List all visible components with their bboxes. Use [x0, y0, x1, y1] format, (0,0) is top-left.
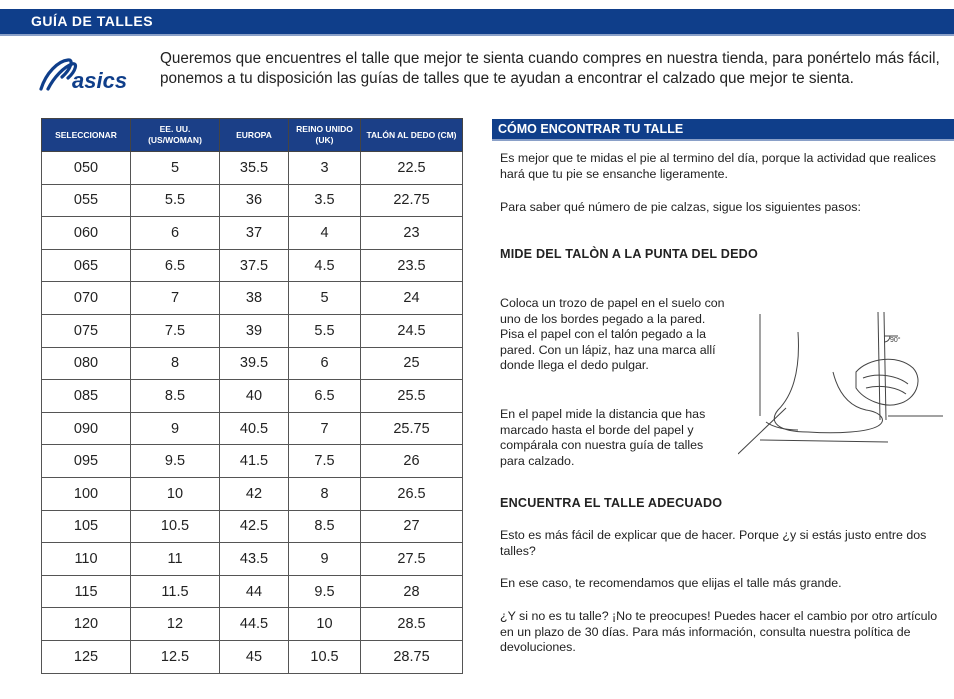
- cell-select[interactable]: 065: [42, 249, 131, 282]
- page-title: GUÍA DE TALLES: [31, 13, 154, 29]
- cell-cm: 22.5: [361, 152, 463, 185]
- find-size-paragraph-2: En ese caso, te recomendamos que elijas el talle más grande.: [500, 576, 842, 590]
- cell-select[interactable]: 095: [42, 445, 131, 478]
- header-uk: REINO UNIDO (UK): [289, 119, 361, 152]
- cell-select[interactable]: 050: [42, 152, 131, 185]
- table-row[interactable]: [42, 380, 463, 413]
- cell-uk: 8: [289, 477, 361, 510]
- cell-select[interactable]: 110: [42, 543, 131, 576]
- cell-uk: 7: [289, 412, 361, 445]
- cell-europe: 35.5: [220, 152, 289, 185]
- cell-europe: 42: [220, 477, 289, 510]
- cell-uk: 9.5: [289, 575, 361, 608]
- cell-select[interactable]: 060: [42, 217, 131, 250]
- table-row[interactable]: [42, 217, 463, 250]
- cell-europe: 36: [220, 184, 289, 217]
- table-row[interactable]: [42, 314, 463, 347]
- header-us: EE. UU. (US/WOMAN): [131, 119, 220, 152]
- foot-measure-illustration: [738, 292, 948, 462]
- cell-select[interactable]: 115: [42, 575, 131, 608]
- intro-text: Queremos que encuentres el talle que mejor te sienta cuando compres en nuestra tienda, para ponértelo más fácil, ponemos a tu disposición las guías de talles que te ayudan a encontrar el calzado que mejor te sienta.: [160, 50, 940, 87]
- size-table: [41, 118, 463, 674]
- cell-cm: 24: [361, 282, 463, 315]
- table-row[interactable]: [42, 608, 463, 641]
- cell-us: 9.5: [131, 445, 220, 478]
- cell-select[interactable]: 085: [42, 380, 131, 413]
- cell-cm: 25: [361, 347, 463, 380]
- svg-text:90°: 90°: [890, 337, 901, 344]
- cell-europe: 41.5: [220, 445, 289, 478]
- cell-uk: 5: [289, 282, 361, 315]
- cell-cm: 26.5: [361, 477, 463, 510]
- cell-europe: 40: [220, 380, 289, 413]
- cell-uk: 10: [289, 608, 361, 641]
- cell-cm: 24.5: [361, 314, 463, 347]
- table-row[interactable]: [42, 152, 463, 185]
- header-select: SELECCIONAR: [42, 119, 131, 152]
- cell-uk: 9: [289, 543, 361, 576]
- cell-europe: 39.5: [220, 347, 289, 380]
- cell-cm: 22.75: [361, 184, 463, 217]
- howto-paragraph-1: Es mejor que te midas el pie al termino del día, porque la actividad que realices hará que tu pie se ensanche ligeramente.: [500, 151, 936, 181]
- cell-uk: 8.5: [289, 510, 361, 543]
- cell-uk: 3.5: [289, 184, 361, 217]
- cell-us: 11: [131, 543, 220, 576]
- find-size-paragraph-3: ¿Y si no es tu talle? ¡No te preocupes! Puedes hacer el cambio por otro artículo en un plazo de 30 días. Para más información, consulta nuestra política de devoluciones.: [500, 609, 938, 654]
- cell-europe: 43.5: [220, 543, 289, 576]
- cell-europe: 37: [220, 217, 289, 250]
- cell-us: 5: [131, 152, 220, 185]
- cell-cm: 28: [361, 575, 463, 608]
- table-row[interactable]: [42, 510, 463, 543]
- cell-select[interactable]: 100: [42, 477, 131, 510]
- cell-us: 6.5: [131, 249, 220, 282]
- table-row[interactable]: [42, 249, 463, 282]
- cell-uk: 4: [289, 217, 361, 250]
- header-europe: EUROPA: [220, 119, 289, 152]
- cell-us: 6: [131, 217, 220, 250]
- cell-cm: 28.5: [361, 608, 463, 641]
- cell-cm: 28.75: [361, 640, 463, 673]
- cell-europe: 45: [220, 640, 289, 673]
- cell-uk: 5.5: [289, 314, 361, 347]
- cell-select[interactable]: 090: [42, 412, 131, 445]
- howto-header-bar: [492, 119, 954, 139]
- cell-uk: 3: [289, 152, 361, 185]
- cell-us: 7: [131, 282, 220, 315]
- cell-select[interactable]: 080: [42, 347, 131, 380]
- cell-cm: 25.75: [361, 412, 463, 445]
- cell-uk: 7.5: [289, 445, 361, 478]
- cell-us: 7.5: [131, 314, 220, 347]
- howto-title: CÓMO ENCONTRAR TU TALLE: [498, 122, 684, 136]
- cell-select[interactable]: 120: [42, 608, 131, 641]
- asics-logo: [38, 55, 140, 93]
- cell-uk: 6.5: [289, 380, 361, 413]
- cell-europe: 42.5: [220, 510, 289, 543]
- cell-us: 11.5: [131, 575, 220, 608]
- cell-us: 12.5: [131, 640, 220, 673]
- cell-select[interactable]: 075: [42, 314, 131, 347]
- table-row[interactable]: [42, 347, 463, 380]
- cell-cm: 23.5: [361, 249, 463, 282]
- cell-europe: 38: [220, 282, 289, 315]
- table-header-row: [42, 119, 463, 152]
- cell-us: 10: [131, 477, 220, 510]
- cell-europe: 39: [220, 314, 289, 347]
- table-row[interactable]: [42, 184, 463, 217]
- cell-cm: 25.5: [361, 380, 463, 413]
- table-row[interactable]: [42, 282, 463, 315]
- cell-select[interactable]: 055: [42, 184, 131, 217]
- measure-paragraph-1: Coloca un trozo de papel en el suelo con uno de los bordes pegado a la pared. Pisa el papel con el talón pegado a la pared. Con un lápiz, haz una marca allí donde llega el dedo pulgar.: [500, 296, 725, 372]
- cell-cm: 26: [361, 445, 463, 478]
- cell-uk: 4.5: [289, 249, 361, 282]
- table-row[interactable]: [42, 543, 463, 576]
- table-row[interactable]: [42, 445, 463, 478]
- header-cm: TALÓN AL DEDO (CM): [361, 119, 463, 152]
- cell-cm: 27: [361, 510, 463, 543]
- cell-us: 9: [131, 412, 220, 445]
- cell-cm: 27.5: [361, 543, 463, 576]
- measure-paragraph-2: En el papel mide la distancia que has marcado hasta el borde del papel y compárala con nuestra guía de talles para calzado.: [500, 407, 706, 468]
- svg-text:asics: asics: [72, 68, 128, 93]
- cell-select[interactable]: 070: [42, 282, 131, 315]
- cell-europe: 44.5: [220, 608, 289, 641]
- find-size-paragraph-1: Esto es más fácil de explicar que de hacer. Porque ¿y si estás justo entre dos talles?: [500, 528, 927, 558]
- table-row[interactable]: [42, 575, 463, 608]
- table-row[interactable]: [42, 640, 463, 673]
- cell-uk: 10.5: [289, 640, 361, 673]
- cell-us: 8: [131, 347, 220, 380]
- table-row[interactable]: [42, 477, 463, 510]
- cell-europe: 40.5: [220, 412, 289, 445]
- cell-cm: 23: [361, 217, 463, 250]
- cell-europe: 44: [220, 575, 289, 608]
- cell-uk: 6: [289, 347, 361, 380]
- cell-select[interactable]: 105: [42, 510, 131, 543]
- header-bar: [0, 9, 954, 34]
- find-size-heading: ENCUENTRA EL TALLE ADECUADO: [500, 496, 723, 510]
- cell-select[interactable]: 125: [42, 640, 131, 673]
- cell-us: 10.5: [131, 510, 220, 543]
- cell-us: 5.5: [131, 184, 220, 217]
- measure-heading: MIDE DEL TALÒN A LA PUNTA DEL DEDO: [500, 247, 758, 261]
- cell-us: 12: [131, 608, 220, 641]
- table-row[interactable]: [42, 412, 463, 445]
- howto-paragraph-2: Para saber qué número de pie calzas, sigue los siguientes pasos:: [500, 200, 861, 214]
- cell-us: 8.5: [131, 380, 220, 413]
- cell-europe: 37.5: [220, 249, 289, 282]
